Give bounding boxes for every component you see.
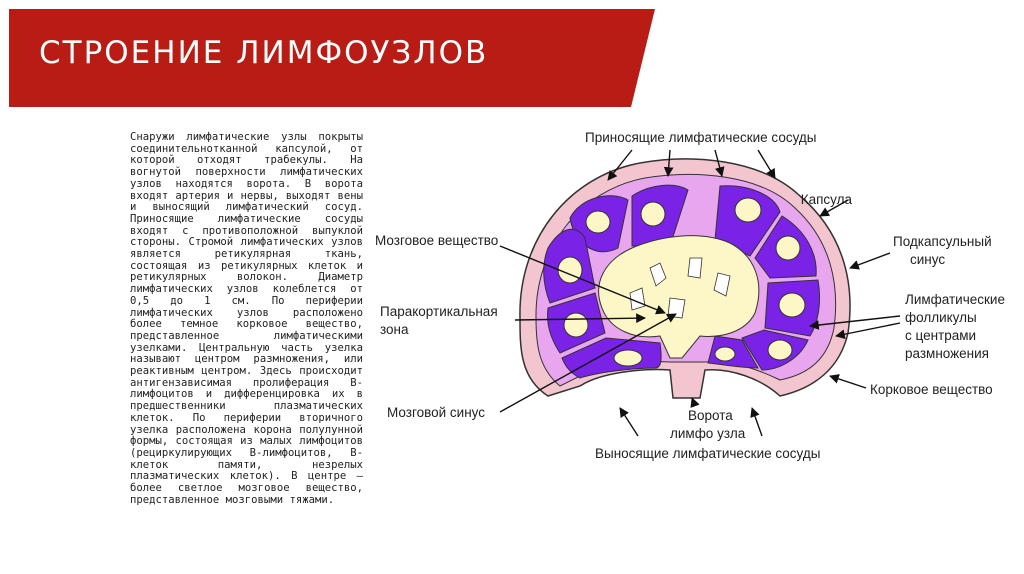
label-follicles-4: размножения	[905, 346, 989, 361]
label-subcapsular-sinus-1: Подкапсульный	[893, 234, 992, 249]
label-hilum-1: Ворота	[688, 408, 733, 423]
label-efferent-vessels: Выносящие лимфатические сосуды	[595, 446, 821, 461]
label-paracortical-1: Паракортикальная	[380, 304, 498, 319]
medullary-sinus	[668, 298, 685, 318]
germinal-center	[564, 313, 588, 337]
germinal-center	[641, 202, 665, 226]
germinal-center	[779, 293, 805, 317]
lymph-node-diagram	[370, 118, 1005, 468]
label-subcapsular-sinus-2: синус	[910, 252, 946, 267]
label-hilum-2: лимфо узла	[670, 426, 746, 441]
slide-title: СТРОЕНИЕ ЛИМФОУЗЛОВ	[39, 35, 489, 71]
germinal-center	[586, 211, 610, 233]
title-banner	[9, 9, 655, 107]
label-cortex: Корковое вещество	[870, 382, 993, 397]
medullary-sinus	[688, 258, 702, 278]
germinal-center	[776, 236, 800, 260]
arrow	[620, 408, 638, 436]
germinal-center	[768, 340, 792, 360]
arrow	[692, 398, 695, 406]
label-afferent-vessels: Приносящие лимфатические сосуды	[585, 130, 817, 145]
label-paracortical-2: зона	[380, 322, 409, 337]
label-medulla: Мозговое вещество	[375, 233, 499, 248]
description-text: Снаружи лимфатические узлы покрыты соединительнотканной капсулой, от которой отходят трабекулы. На вогнутой поверхности лимфатических узлов находятся ворота. В ворота входят артерия и нервы, выходят вены и выносящий лимфатический сосуд. Приносящие лимфатические сосуды входят с противоположной выпуклой стороны. Стромой лимфатических узлов является ретикулярная ткань, состоящая из ретикулярных клеток и ретикулярных волокон. Диаметр лимфатических узлов колеблется от 0,5 до 1 см. По периферии лимфатических узлов расположено более темное корковое вещество, представленное лимфатическими узелками. Центральную часть узелка называют центром размножения, или реактивным центром. Здесь происходит антигензависимая пролиферация В-лимфоцитов и дифференцировка их в предшественники плазматических клеток. По периферии вторичного узелка расположена корона полулунной формы, состоящая из малых лимфоцитов (рециркулирующих В-лимфоцитов, В-клеток памяти, незрелых плазматических клеток). В центре – более светлое мозговое вещество, представленное мозговыми тяжами.	[130, 131, 363, 506]
label-follicles-3: с центрами	[905, 328, 977, 343]
arrow	[830, 376, 866, 388]
germinal-center	[715, 347, 735, 361]
arrow	[752, 408, 762, 436]
label-capsule: Капсула	[800, 192, 852, 207]
label-medullary-sinus: Мозговой синус	[387, 405, 485, 420]
label-follicles-1: Лимфатические	[905, 292, 1005, 307]
label-follicles-2: фолликулы	[905, 310, 977, 325]
arrow	[850, 253, 890, 268]
germinal-center	[614, 350, 642, 366]
germinal-center	[558, 257, 582, 283]
germinal-center	[735, 198, 761, 222]
